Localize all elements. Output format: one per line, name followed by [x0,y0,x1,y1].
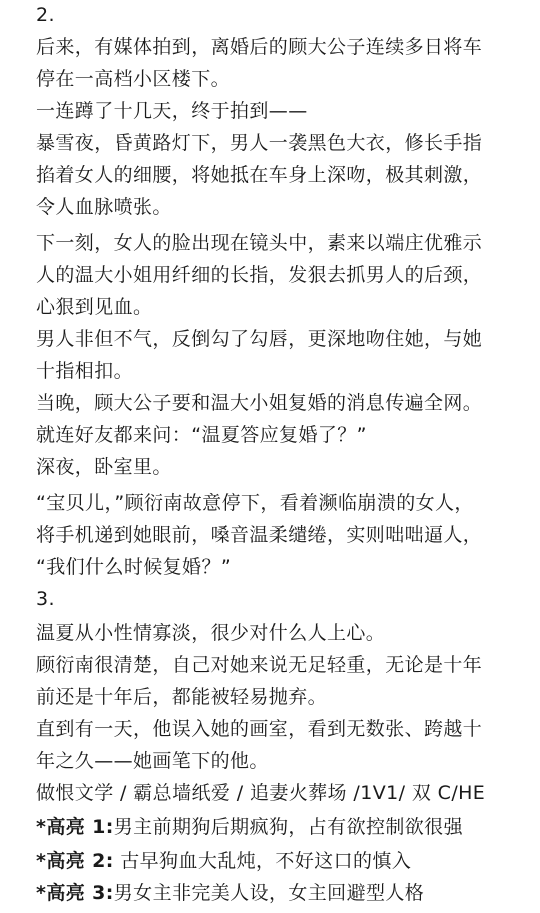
text-line: 男人非但不气，反倒勾了勾唇，更深地吻住她，与她 [36,328,483,350]
text-line: 年之久——她画笔下的他。 [36,750,269,772]
highlight-line [36,878,424,908]
highlight-line [36,812,463,842]
text-line: 令人血脉喷张。 [36,196,172,218]
highlight-label: *高亮 2: [36,850,114,872]
text-line: 温夏从小性情寡淡，很少对什么人上心。 [36,622,386,644]
text-line: 当晚，顾大公子要和温大小姐复婚的消息传遍全网。 [36,392,483,414]
highlight-text: 男女主非完美人设，女主回避型人格 [113,882,425,904]
text-line: 就连好友都来问：“温夏答应复婚了？” [36,424,367,446]
highlight-text: 男主前期狗后期疯狗，占有欲控制欲很强 [113,816,463,838]
highlight-line [36,846,411,876]
text-line: 前还是十年后，都能被轻易抛弃。 [36,686,328,708]
text-line: “我们什么时候复婚？” [36,556,232,578]
text-line: 掐着女人的细腰，将她抵在车身上深吻，极其刺激， [36,164,483,186]
highlight-label: *高亮 1: [36,816,114,838]
text-line: 一连蹲了十几天，终于拍到—— [36,100,308,122]
text-line: 后来，有媒体拍到，离婚后的顾大公子连续多日将车 [36,36,483,58]
highlight-label: *高亮 3: [36,882,114,904]
text-line: 十指相扣。 [36,360,134,382]
section-heading: 3. [36,588,55,610]
text-line: 顾衍南很清楚，自己对她来说无足轻重，无论是十年 [36,654,483,676]
text-line: “宝贝儿，”顾衍南故意停下，看着濒临崩溃的女人， [36,492,474,514]
section-heading: 2. [36,4,55,26]
text-line: 直到有一天，他误入她的画室，看到无数张、跨越十 [36,718,483,740]
tags-line: 做恨文学 / 霸总墙纸爱 / 追妻火葬场 /1V1/ 双 C/HE [36,782,486,804]
text-line: 停在一高档小区楼下。 [36,68,231,90]
text-line: 人的温大小姐用纤细的长指，发狠去抓男人的后颈， [36,264,483,286]
text-line: 将手机递到她眼前，嗓音温柔缱绻，实则咄咄逼人， [36,524,483,546]
text-line: 心狠到见血。 [36,296,153,318]
text-line: 暴雪夜，昏黄路灯下，男人一袭黑色大衣，修长手指 [36,132,483,154]
text-line: 深夜，卧室里。 [36,456,172,478]
highlight-text: 古早狗血大乱炖，不好这口的慎入 [113,850,412,872]
text-line: 下一刻，女人的脸出现在镜头中，素来以端庄优雅示 [36,232,483,254]
